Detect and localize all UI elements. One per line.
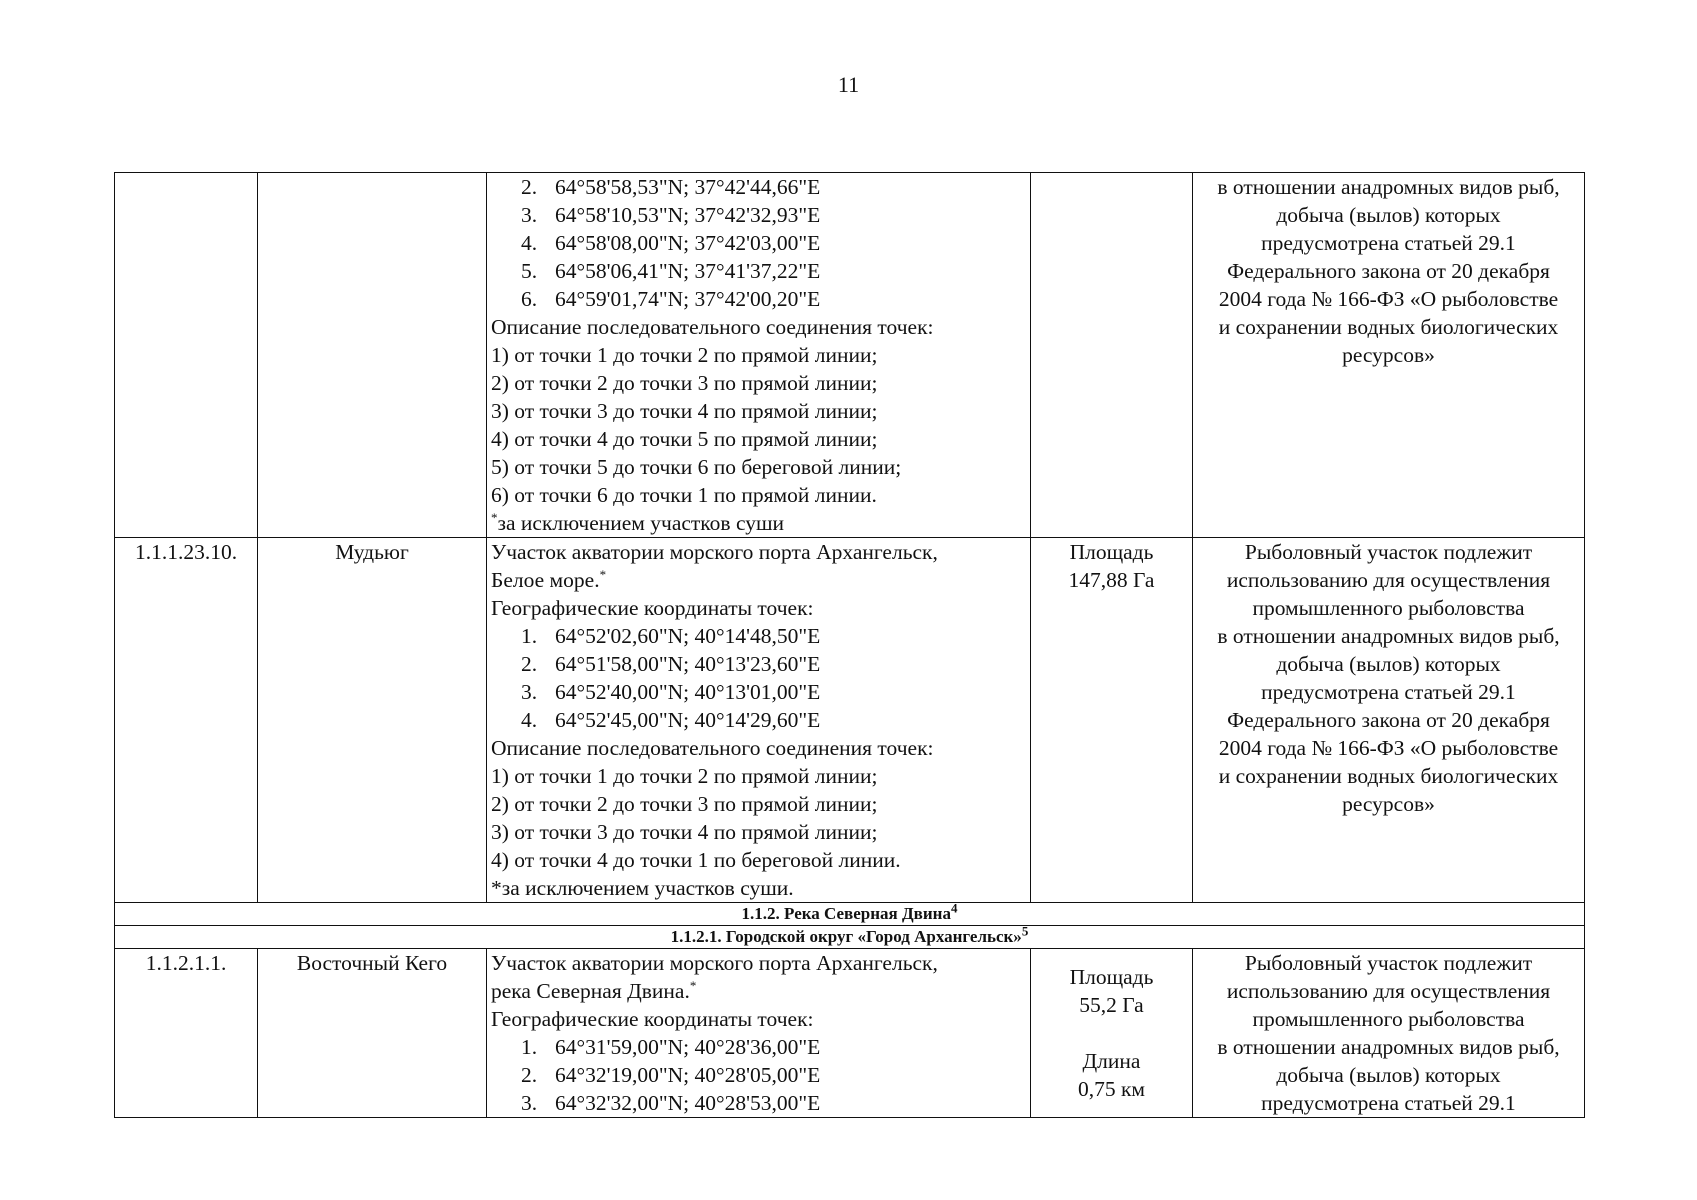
connection-line: 6) от точки 6 до точки 1 по прямой линии. [491, 483, 877, 507]
area-purpose-cell: в отношении анадромных видов рыб, добыча (вылов) которых предусмотрена статьей 29.1 Федерального закона от 20 декабря 2004 года № 166-ФЗ «О рыболовстве и сохранении водных биологических ресурсов» [1193, 173, 1585, 538]
table-row [115, 173, 1585, 538]
connection-line: 3) от точки 3 до точки 4 по прямой линии; [491, 820, 878, 844]
area-label: Площадь [1069, 965, 1154, 989]
coordinate-point: 4. 64°52'45,00"N; 40°14'29,60"E [521, 708, 821, 732]
connection-line: 2) от точки 2 до точки 3 по прямой линии; [491, 792, 878, 816]
area-size-cell [1031, 949, 1193, 1118]
area-name-cell [258, 173, 487, 538]
area-number-cell: 1.1.2.1.1. [115, 949, 258, 1118]
fishing-areas-table [114, 172, 1585, 1118]
area-value: 147,88 Га [1068, 568, 1155, 592]
footnote-text: *за исключением участков суши [491, 509, 785, 535]
coords-title: Географические координаты точек: [491, 1007, 814, 1031]
section-heading: 1.1.2. Река Северная Двина$^4$ [115, 903, 1585, 926]
connection-line: 4) от точки 4 до точки 1 по береговой линии. [491, 848, 901, 872]
coordinate-point: 2. 64°32'19,00"N; 40°28'05,00"E [521, 1063, 821, 1087]
subsection-heading: 1.1.2.1. Городской округ «Город Архангельск»$^5$ [115, 926, 1585, 949]
coordinate-point: 3. 64°58'10,53"N; 37°42'32,93"E [521, 203, 821, 227]
coordinate-point: 1. 64°31'59,00"N; 40°28'36,00"E [521, 1035, 821, 1059]
connection-title: Описание последовательного соединения точек: [491, 315, 934, 339]
area-size-cell [1031, 173, 1193, 538]
coordinate-point: 6. 64°59'01,74"N; 37°42'00,20"E [521, 287, 821, 311]
area-description-cell: Участок акватории морского порта Архангельск, река Северная Двина.* Географические координаты точек: 1. 64°31'59,00"N; 40°28'36,00"E 2. 64°32'19,00"N; 40°28'05,00"E 3. 64°32'32,00"N; 40°28'53,00"E [487, 949, 1031, 1118]
coordinate-point: 2. 64°58'58,53"N; 37°42'44,66"E [521, 175, 821, 199]
area-name-cell: Мудьюг [258, 538, 487, 903]
connection-title: Описание последовательного соединения точек: [491, 736, 934, 760]
connection-line: 3) от точки 3 до точки 4 по прямой линии; [491, 399, 878, 423]
connection-line: 1) от точки 1 до точки 2 по прямой линии; [491, 764, 878, 788]
coordinate-point: 1. 64°52'02,60"N; 40°14'48,50"E [521, 624, 821, 648]
area-purpose-cell: Рыболовный участок подлежит использованию для осуществления промышленного рыболовства в отношении анадромных видов рыб, добыча (вылов) которых предусмотрена статьей 29.1 [1193, 949, 1585, 1118]
length-value: 0,75 км [1077, 1077, 1146, 1101]
area-value: 55,2 Га [1079, 993, 1144, 1017]
table-row [115, 538, 1585, 903]
footnote-text: *за исключением участков суши. [491, 876, 794, 900]
coordinate-point: 4. 64°58'08,00"N; 37°42'03,00"E [521, 231, 821, 255]
area-size-cell [1031, 538, 1193, 903]
connection-line: 4) от точки 4 до точки 5 по прямой линии; [491, 427, 878, 451]
area-description-cell [487, 173, 1031, 538]
connection-line: 2) от точки 2 до точки 3 по прямой линии; [491, 371, 878, 395]
coordinate-point: 3. 64°52'40,00"N; 40°13'01,00"E [521, 680, 821, 704]
area-number-cell [115, 173, 258, 538]
coordinate-point: 5. 64°58'06,41"N; 37°41'37,22"E [521, 259, 821, 283]
area-label: Площадь [1069, 540, 1154, 564]
area-name-cell: Восточный Кего [258, 949, 487, 1118]
section-heading-row [115, 926, 1585, 949]
table-row [115, 949, 1585, 1118]
section-heading-row [115, 903, 1585, 926]
area-purpose-cell: Рыболовный участок подлежит использованию для осуществления промышленного рыболовства в отношении анадромных видов рыб, добыча (вылов) которых предусмотрена статьей 29.1 Федерального закона от 20 декабря 2004 года № 166-ФЗ «О рыболовстве и сохранении водных биологических ресурсов» [1193, 538, 1585, 903]
connection-line: 1) от точки 1 до точки 2 по прямой линии; [491, 343, 878, 367]
coords-title: Географические координаты точек: [491, 596, 814, 620]
coordinate-point: 3. 64°32'32,00"N; 40°28'53,00"E [521, 1091, 821, 1115]
length-label: Длина [1082, 1049, 1141, 1073]
area-description-cell: Участок акватории морского порта Архангельск, Белое море.* Географические координаты точек: 1. 64°52'02,60"N; 40°14'48,50"E 2. 64°51'58,00"N; 40°13'23,60"E 3. 64°52'40,00"N; 40°13'01,00"E 4. 64°52'45,00"N; 40°14'29,60"E Описание последовательного соединения точек: 1) от точки 1 до точки 2 по прямой линии; 2) от точки 2 до точки 3 по прямой линии; 3) от точки 3 до точки 4 по прямой линии; 4) от точки 4 до точки 1 по береговой линии. *за исключением участков суши. [487, 538, 1031, 903]
page-number: 11 [837, 72, 860, 97]
coordinate-point: 2. 64°51'58,00"N; 40°13'23,60"E [521, 652, 821, 676]
area-number-cell: 1.1.1.23.10. [115, 538, 258, 903]
connection-line: 5) от точки 5 до точки 6 по береговой линии; [491, 455, 902, 479]
